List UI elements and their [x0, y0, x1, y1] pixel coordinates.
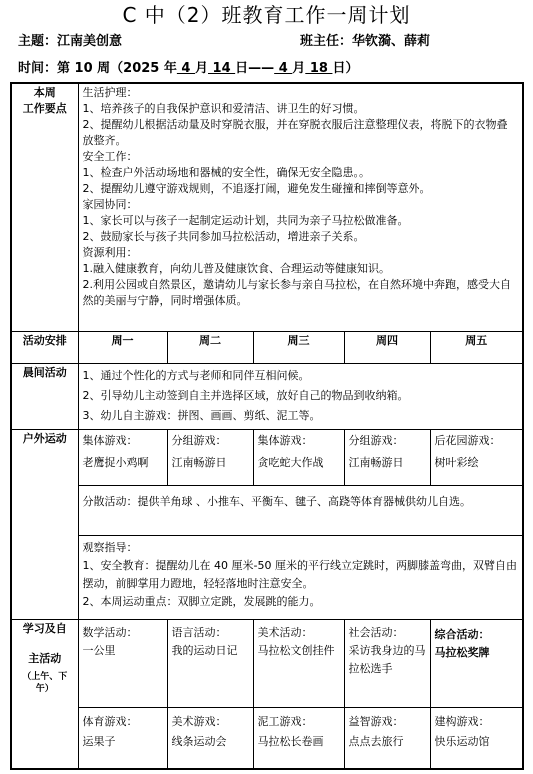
learning-tuesday-2: 美术游戏： 线条运动会 [167, 707, 253, 769]
day-wednesday: 周三 [253, 331, 344, 363]
outdoor-scattered-row [11, 485, 523, 535]
teacher-row [300, 33, 430, 51]
morning-line: 1、通过个性化的方式与老师和同伴互相问候。 [82, 368, 310, 382]
learning-row-1 [11, 619, 523, 707]
day-tuesday: 周二 [167, 331, 253, 363]
end-month: 4 [274, 61, 293, 76]
page-title: C 中（2）班教育工作一周计划 [122, 3, 411, 27]
day-char-1: 日—— [235, 61, 275, 76]
outdoor-game-tuesday: 分组游戏： 江南畅游日 [167, 429, 253, 485]
observation-line: 1、安全教育：提醒幼儿在 40 厘米-50 厘米的平行线立定跳时，两脚膝盖弯曲，双臂自由摆动，前脚掌用力蹬地，轻轻落地时注意安全。 [82, 558, 517, 590]
work-points-content [78, 83, 523, 331]
morning-row [11, 363, 523, 429]
learning-tuesday-1: 语言活动： 我的运动日记 [167, 619, 253, 707]
outdoor-game-thursday: 分组游戏： 江南畅游日 [344, 429, 430, 485]
work-point-line: 1、家长可以与孩子一起制定运动计划，共同为亲子马拉松做准备。 [82, 214, 409, 227]
morning-label: 晨间活动 [11, 363, 78, 429]
day-monday: 周一 [78, 331, 167, 363]
learning-thursday-1: 社会活动： 采访我身边的马拉松选手 [344, 619, 430, 707]
morning-line: 2、引导幼儿主动签到自主并选择区域，放好自己的物品到收纳箱。 [82, 388, 409, 402]
learning-wednesday-1: 美术活动： 马拉松文创挂件 [253, 619, 344, 707]
teacher-label: 班主任： [300, 34, 353, 49]
day-thursday: 周四 [344, 331, 430, 363]
schedule-label: 活动安排 [11, 331, 78, 363]
morning-content [78, 363, 523, 429]
work-point-line: 安全工作： [82, 150, 138, 163]
day-friday: 周五 [430, 331, 523, 363]
weekly-plan-table [10, 82, 524, 770]
work-point-line: 2、鼓励家长与孩子共同参加马拉松活动，增进亲子关系。 [82, 230, 365, 243]
day-char-2: 日） [332, 61, 359, 76]
work-points-row [11, 83, 523, 331]
outdoor-label: 户外运动 [11, 429, 78, 619]
outdoor-games-row [11, 429, 523, 485]
observation-line: 2、本周运动重点：双脚立定跳，发展跳的能力。 [82, 594, 321, 608]
work-points-label: 本周 工作要点 [11, 83, 78, 331]
learning-friday-1: 综合活动： 马拉松奖牌 [430, 619, 523, 707]
learning-row-2 [11, 707, 523, 769]
theme-row [18, 33, 122, 51]
start-month: 4 [176, 61, 195, 76]
outdoor-game-monday: 集体游戏： 老鹰捉小鸡啊 [78, 429, 167, 485]
learning-monday-2: 体育游戏： 运果子 [78, 707, 167, 769]
date-label: 时间： [18, 61, 58, 76]
work-point-line: 2、提醒幼儿根据活动量及时穿脱衣服，并在穿脱衣服后注意整理仪表，将脱下的衣物叠放整齐。 [82, 118, 508, 147]
work-point-line: 1.融入健康教育，向幼儿普及健康饮食、合理运动等健康知识。 [82, 262, 390, 275]
start-day: 14 [208, 61, 236, 76]
learning-wednesday-2: 泥工游戏： 马拉松长卷画 [253, 707, 344, 769]
month-char-1: 月 [194, 61, 208, 76]
end-day: 18 [305, 61, 333, 76]
observation-line: 观察指导： [82, 540, 138, 554]
outdoor-observation [78, 535, 523, 619]
outdoor-scattered: 分散活动：提供羊角球 、小推车、平衡车、毽子、高跷等体育器械供幼儿自选。 [78, 485, 523, 535]
work-point-line: 资源利用： [82, 246, 138, 259]
theme-label: 主题： [18, 34, 58, 49]
learning-friday-2: 建构游戏： 快乐运动馆 [430, 707, 523, 769]
work-point-line: 生活护理： [82, 86, 138, 99]
learning-monday-1: 数学活动： 一公里 [78, 619, 167, 707]
learning-label: 学习及自 主活动 （上午、下午） [11, 619, 78, 769]
outdoor-game-friday: 后花园游戏： 树叶彩绘 [430, 429, 523, 485]
work-point-line: 家园协同： [82, 198, 138, 211]
month-char-2: 月 [292, 61, 306, 76]
work-point-line: 1、检查户外活动场地和器械的安全性，确保无安全隐患。。 [82, 166, 370, 179]
work-point-line: 2、提醒幼儿遵守游戏规则，不追逐打闹，避免发生碰撞和摔倒等意外。 [82, 182, 431, 195]
week-prefix: 第 10 周（2025 年 [57, 61, 177, 76]
work-point-line: 1、培养孩子的自我保护意识和爱清洁、讲卫生的好习惯。 [82, 102, 365, 115]
theme-value: 江南美创意 [57, 34, 123, 49]
outdoor-game-wednesday: 集体游戏： 贪吃蛇大作战 [253, 429, 344, 485]
schedule-header-row [11, 331, 523, 363]
teacher-value: 华钦漪、薛莉 [352, 34, 431, 49]
work-point-line: 2.利用公园或自然景区，邀请幼儿与家长参与亲自马拉松，在自然环境中奔跑，感受大自然的美丽与宁静，同时增强体质。 [82, 278, 511, 307]
morning-line: 3、幼儿自主游戏：拼图、画画、剪纸、泥工等。 [82, 408, 321, 422]
date-row [18, 60, 358, 78]
outdoor-observation-row [11, 535, 523, 619]
learning-thursday-2: 益智游戏： 点点去旅行 [344, 707, 430, 769]
